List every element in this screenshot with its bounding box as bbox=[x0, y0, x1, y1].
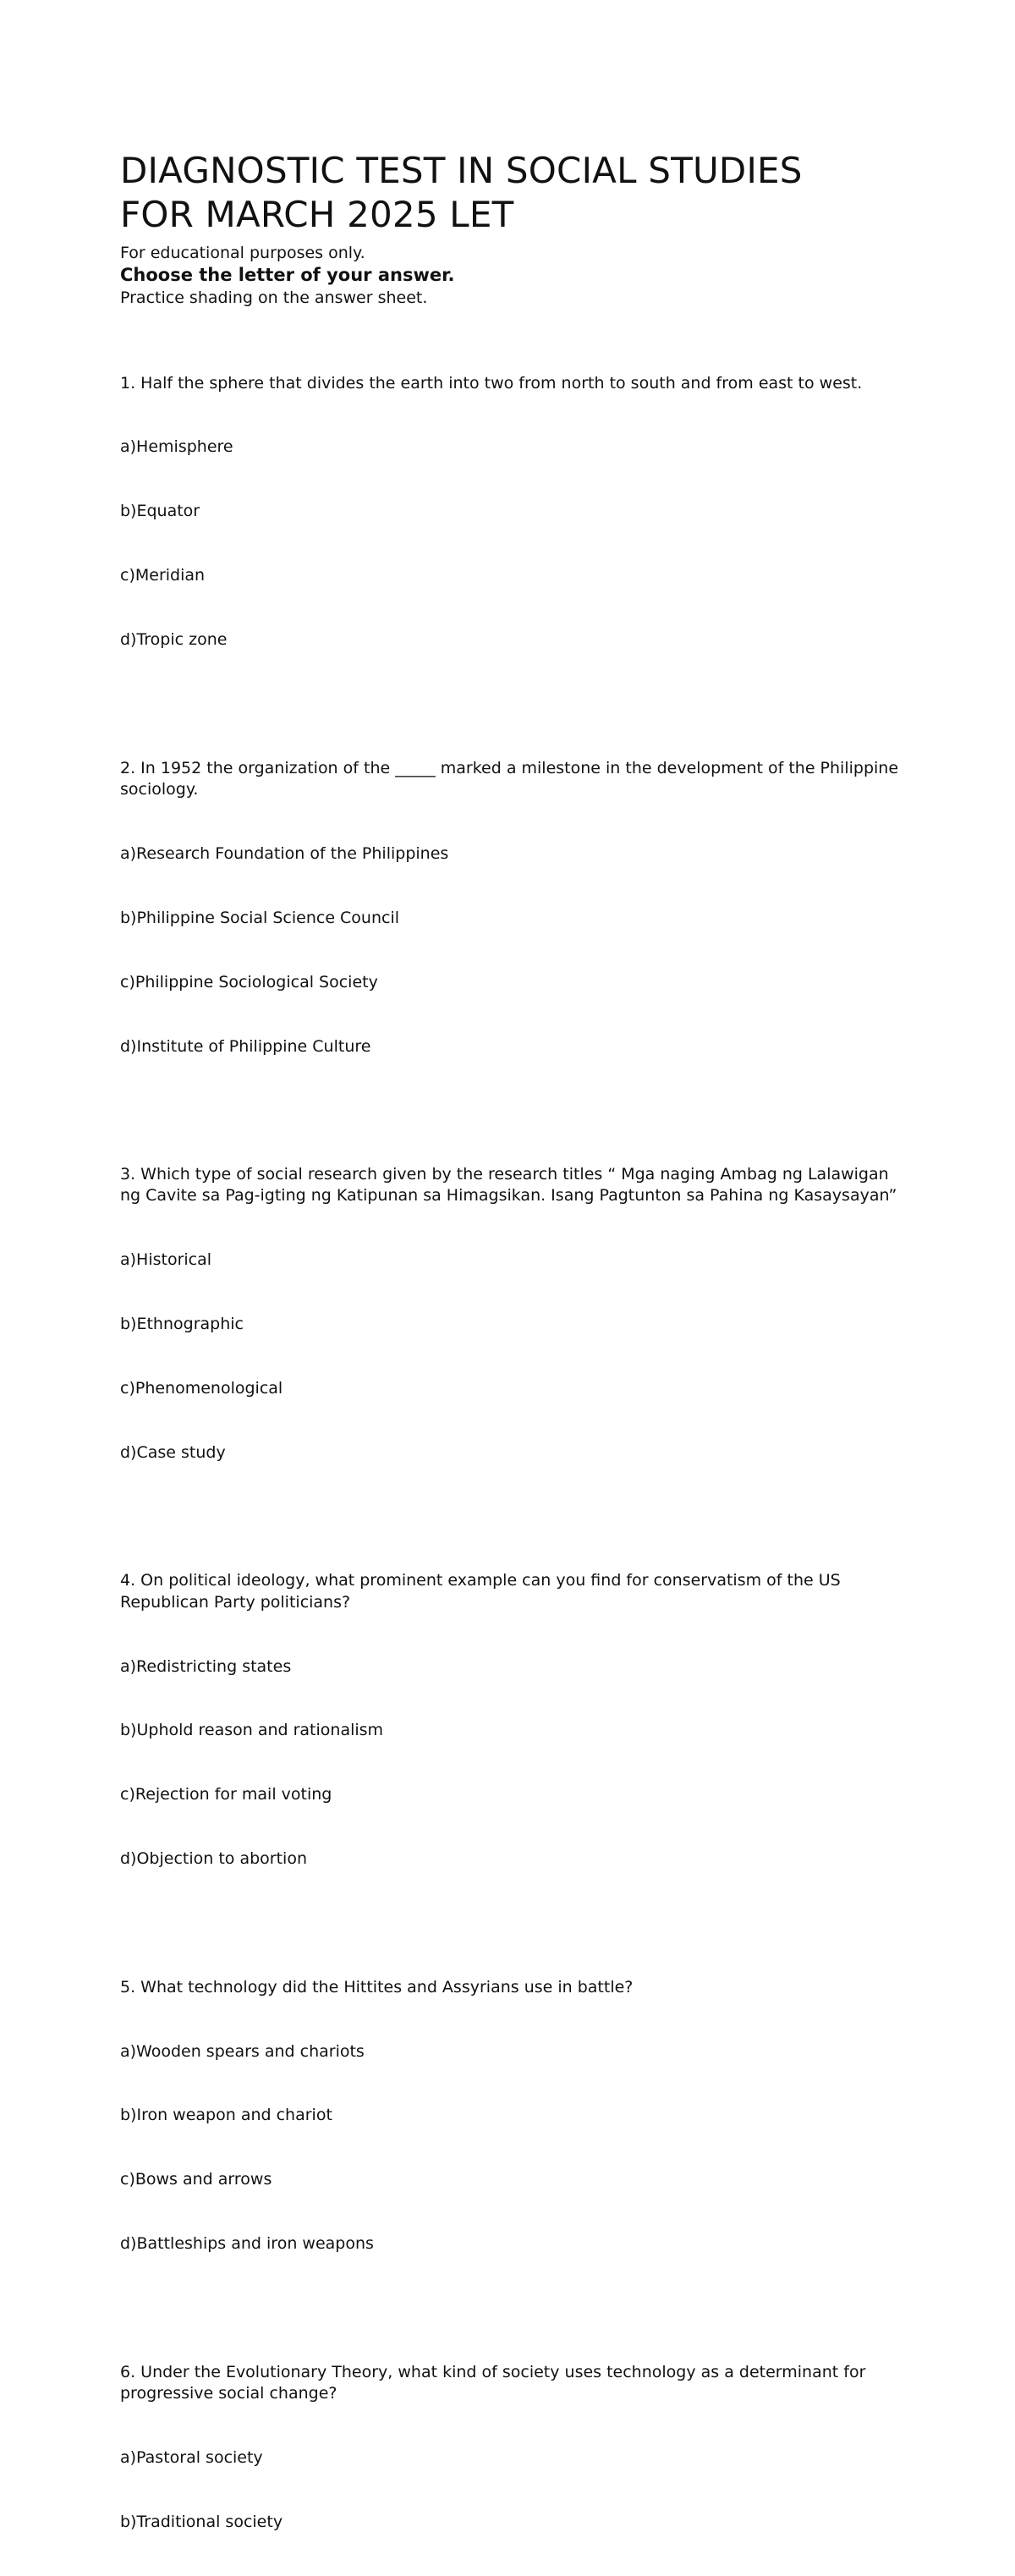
question-6 bbox=[120, 2319, 898, 2576]
option-c: c)Meridian bbox=[120, 566, 206, 585]
question-3 bbox=[120, 1121, 898, 1506]
option-b: b)Traditional society bbox=[120, 2512, 283, 2531]
option-c: c)Philippine Sociological Society bbox=[120, 972, 378, 991]
question-text: 5. What technology did the Hittites and Assyrians use in battle? bbox=[120, 1977, 634, 1997]
option-a: a)Hemisphere bbox=[120, 437, 233, 457]
practice-note: Practice shading on the answer sheet. bbox=[120, 288, 428, 307]
option-a: a)Redistricting states bbox=[120, 1656, 292, 1676]
educational-note: For educational purposes only. bbox=[120, 244, 365, 262]
option-d: d)Case study bbox=[120, 1442, 226, 1462]
question-2 bbox=[120, 715, 904, 1100]
document-page bbox=[120, 149, 904, 2576]
option-a: a)Pastoral society bbox=[120, 2447, 263, 2467]
document-title bbox=[120, 149, 898, 237]
option-c: c)Bows and arrows bbox=[120, 2170, 272, 2189]
option-b: b)Ethnographic bbox=[120, 1315, 244, 1334]
instruction-text: Choose the letter of your answer. bbox=[120, 265, 455, 285]
option-d: d)Battleships and iron weapons bbox=[120, 2234, 374, 2254]
title-line-2: FOR MARCH 2025 LET bbox=[120, 194, 514, 235]
question-5 bbox=[120, 1934, 898, 2298]
option-a: a)Wooden spears and chariots bbox=[120, 2041, 365, 2061]
question-4 bbox=[120, 1528, 898, 1913]
question-text: 6. Under the Evolutionary Theory, what kind of society uses technology as a determinant for progressive social change? bbox=[120, 2362, 871, 2403]
question-1 bbox=[120, 330, 898, 694]
option-a: a)Research Foundation of the Philippines bbox=[120, 843, 449, 863]
option-b: b)Philippine Social Science Council bbox=[120, 908, 400, 927]
option-b: b)Iron weapon and chariot bbox=[120, 2106, 332, 2125]
question-text: 4. On political ideology, what prominent example can you find for conservatism of the US Republican Party politicians? bbox=[120, 1571, 846, 1612]
option-d: d)Institute of Philippine Culture bbox=[120, 1036, 371, 1056]
question-text: 2. In 1952 the organization of the _____ marked a milestone in the development of the Philippine sociology. bbox=[120, 758, 904, 799]
option-d: d)Objection to abortion bbox=[120, 1849, 307, 1869]
title-line-1: DIAGNOSTIC TEST IN SOCIAL STUDIES bbox=[120, 150, 803, 191]
option-c: c)Rejection for mail voting bbox=[120, 1785, 332, 1804]
question-text: 1. Half the sphere that divides the earth into two from north to south and from east to west. bbox=[120, 373, 863, 393]
option-b: b)Uphold reason and rationalism bbox=[120, 1721, 384, 1740]
option-b: b)Equator bbox=[120, 502, 200, 521]
option-c: c)Phenomenological bbox=[120, 1378, 283, 1398]
option-a: a)Historical bbox=[120, 1250, 212, 1270]
question-text: 3. Which type of social research given by the research titles “ Mga naging Ambag ng Lalawigan ng Cavite sa Pag-igting ng Katipunan sa Himagsikan. Isang Pagtunton sa Pahina ng Kasaysayan” bbox=[120, 1164, 897, 1206]
option-d: d)Tropic zone bbox=[120, 630, 228, 650]
